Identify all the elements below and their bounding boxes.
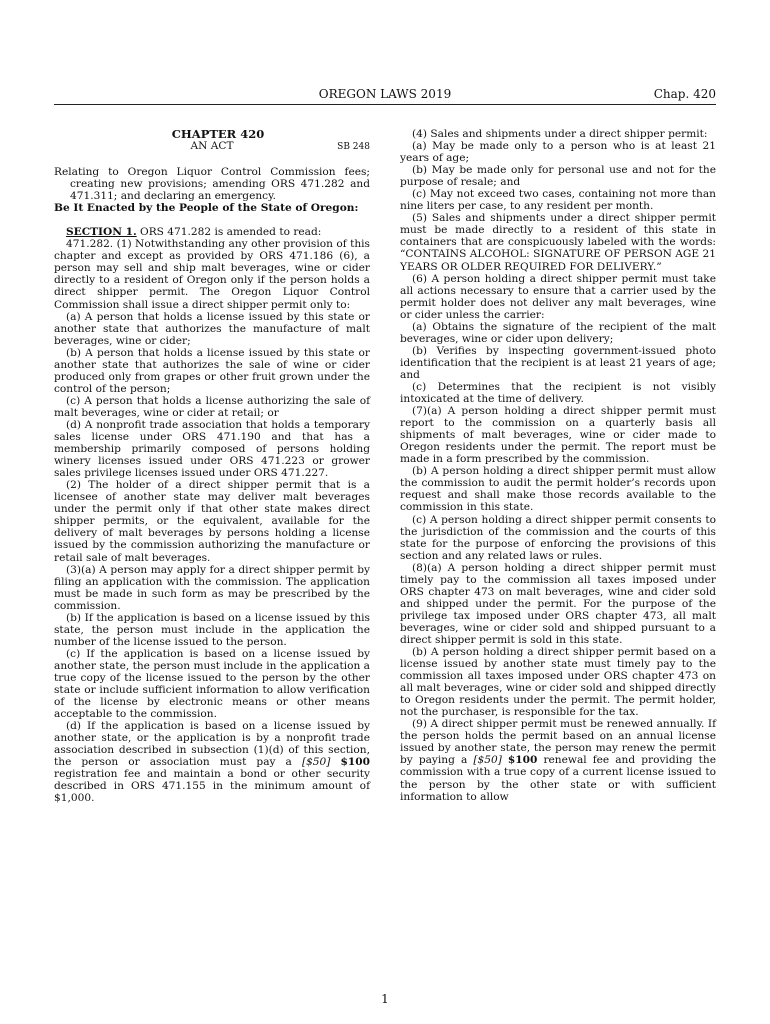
chapter-label: Chap. 420 [653,87,716,101]
paragraph: (b) May be made only for personal use and not for the purpose of resale; and [400,164,716,189]
paragraph: (4) Sales and shipments under a direct shipper permit: [412,128,708,140]
text-run: renewal fee and providing the commission with a true copy of a current license issued to the person by the other state or with sufficient information to allow [400,754,716,803]
text-run: registration fee and maintain a bond or other security described in ORS 471.155 in the minimum amount of $1,000. [54,768,370,805]
relating-clause: Relating to Oregon Liquor Control Commission fees; creating new provisions; amending ORS 471.282 and 471.311; and declaring an emergency. [54,166,370,203]
paragraph: (8)(a) A person holding a direct shipper permit must timely pay to the commission all taxes imposed under ORS chapter 473 on malt beverages, wine and cider sold and shipped under the permit. For the purpose of the privilege tax imposed under ORS chapter 473, all malt beverages, wine or cider sold and shipped pursuant to a direct shipper permit is sold in this state. [400,561,716,646]
act-line [54,140,370,154]
act-heading: AN ACT [190,140,234,153]
left-column [54,128,370,804]
text-run: (d) If the application is based on a license issued by another state, or the application is by a nonprofit trade association described in subsection (1)(d) of this section, the person or association must pay a [54,720,370,769]
new-text: $100 [507,754,538,767]
paragraph: (b) A person holding a direct shipper permit based on a license issued by another state must timely pay to the commission all taxes imposed under ORS chapter 473 on all malt beverages, wine or cider sold and shipped directly to Oregon residents under the permit. The permit holder, not the purchaser, is responsible for the tax. [400,646,716,719]
section-intro: ORS 471.282 is amended to read: [136,226,322,239]
paragraph: (a) A person that holds a license issued by this state or another state that authorizes the manufacture of malt beverages, wine or cider; [54,310,370,347]
deleted-text: [$50] [301,756,331,769]
paragraph: (c) Determines that the recipient is not visibly intoxicated at the time of delivery. [400,380,716,406]
section-heading [54,226,370,238]
paragraph: (a) Obtains the signature of the recipient of the malt beverages, wine or cider upon delivery; [400,320,716,345]
page-header [54,86,716,105]
new-text: $100 [340,756,370,769]
paragraph: (5) Sales and shipments under a direct shipper permit must be made directly to a resident of this state in containers that are conspicuously labeled with the words: “CONTAINS ALCOHOL: SIGNATURE OF PERSON AGE 21 YEARS OR OLDER REQUIRED FOR DELIVERY.” [400,212,716,273]
paragraph: (a) May be made only to a person who is at least 21 years of age; [400,140,716,165]
chapter-title: CHAPTER 420 [171,127,265,141]
paragraph [54,720,370,804]
paragraph: (c) If the application is based on a license issued by another state, the person must include in the application a true copy of the license issued to the person by the other state or include sufficient information to allow verification of the license by electronic means or other means acceptable to the commission. [54,647,370,721]
paragraph: (b) If the application is based on a license issued by this state, the person must include in the application the number of the license issued to the person. [54,611,370,648]
paragraph: (7)(a) A person holding a direct shipper permit must report to the commission on a quarterly basis all shipments of malt beverages, wine or cider made to Oregon residents under the permit. The report must be made in a form prescribed by the commission. [400,405,716,466]
paragraph: (c) A person that holds a license authorizing the sale of malt beverages, wine or cider at retail; or [54,394,370,419]
paragraph: (2) The holder of a direct shipper permit that is a licensee of another state may deliver malt beverages under the permit only if that other state makes direct shipper permits, or the equivalent, available for the delivery of malt beverages by persons holding a license issued by the commission authorizing the manufacture or retail sale of malt beverages. [54,479,370,564]
paragraph [400,718,716,802]
text-run: (9) A direct shipper permit must be renewed annually. If the person holds the permit based on an annual license issued by another state, the person may renew the permit by paying a [400,718,716,767]
deleted-text: [$50] [473,754,502,767]
paragraph: (c) A person holding a direct shipper permit consents to the jurisdiction of the commission and the courts of this state for the purpose of enforcing the provisions of this section and any related laws or rules. [400,513,716,562]
paragraph: 471.282. (1) Notwithstanding any other provision of this chapter and except as provided by ORS 471.186 (6), a person may sell and ship malt beverages, wine or cider directly to a resident of Oregon only if the person holds a direct shipper permit. The Oregon Liquor Control Commission shall issue a direct shipper permit only to: [54,238,370,311]
bill-number: SB 248 [337,142,370,153]
enacting-clause: Be It Enacted by the People of the State of Oregon: [54,202,359,215]
page-number: 1 [381,992,389,1006]
paragraph: (3)(a) A person may apply for a direct shipper permit by filing an application with the commission. The application must be made in such form as may be prescribed by the commission. [54,563,370,612]
section-label: SECTION 1. [66,226,137,239]
paragraph: (b) A person that holds a license issued by this state or another state that authorizes the sale of wine or cider produced only from grapes or other fruit grown under the control of the person; [54,346,370,395]
paragraph: (6) A person holding a direct shipper permit must take all actions necessary to ensure that a carrier used by the permit holder does not deliver any malt beverages, wine or cider unless the carrier: [400,272,716,321]
right-column [400,128,716,803]
paragraph: (b) A person holding a direct shipper permit must allow the commission to audit the permit holder’s records upon request and shall make those records available to the commission in this state. [400,465,716,514]
paragraph: (d) A nonprofit trade association that holds a temporary sales license under ORS 471.190 and that has a membership primarily composed of persons holding winery licenses issued under ORS 471.223 or grower sales privilege licenses issued under ORS 471.227. [54,418,370,480]
paragraph: (b) Verifies by inspecting government-issued photo identification that the recipient is at least 21 years of age; and [400,344,716,381]
paragraph: (c) May not exceed two cases, containing not more than nine liters per case, to any resident per month. [400,188,716,213]
running-title: OREGON LAWS 2019 [318,87,452,101]
